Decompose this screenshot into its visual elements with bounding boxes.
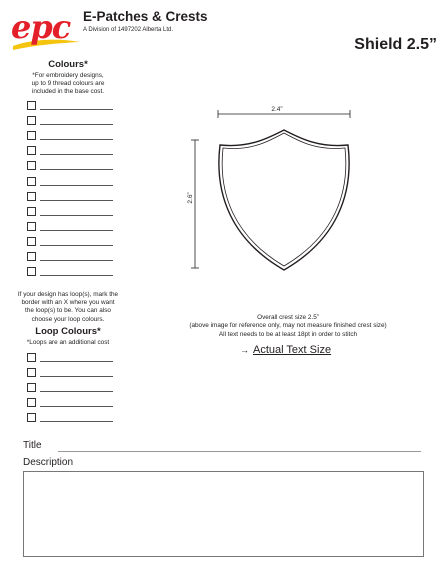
colours-note-line: included in the base cost.	[31, 88, 105, 95]
crest-info-line: (above image for reference only, may not measure finished crest size)	[189, 322, 387, 330]
title-label: Title	[23, 440, 42, 451]
colour-checkbox[interactable]	[27, 267, 36, 276]
colour-checklist-row	[27, 177, 113, 188]
loop-colours-heading: Loop Colours*	[35, 326, 101, 337]
colour-checklist-row	[27, 192, 113, 203]
crest-info	[170, 314, 406, 339]
colour-checkbox[interactable]	[27, 161, 36, 170]
colour-write-line[interactable]	[40, 376, 113, 377]
width-dimension	[218, 110, 350, 118]
colour-checklist-row	[27, 207, 113, 218]
colour-checklist-row	[27, 101, 113, 112]
crest-info-line: All text needs to be at least 18pt in order to stitch	[218, 330, 358, 338]
logo-text: epc	[11, 8, 71, 46]
arrow-right-icon: →	[240, 345, 249, 355]
loop-colours-note: *Loops are an additional cost	[26, 339, 110, 346]
colour-checklist-row	[27, 161, 113, 172]
loop-checklist-row	[27, 383, 113, 394]
document-title: Shield 2.5”	[354, 36, 437, 53]
shield-outline	[219, 130, 349, 270]
colour-write-line[interactable]	[40, 109, 113, 110]
actual-text-size-label: Actual Text Size	[253, 344, 332, 356]
loop-checklist-row	[27, 368, 113, 379]
company-name: E-Patches & Crests	[83, 9, 208, 24]
shield-inner-outline	[222, 133, 346, 266]
colour-checklist-row	[27, 146, 113, 157]
title-input-line[interactable]	[58, 451, 421, 452]
loop-instructions-line: border with an X where you want	[21, 299, 115, 307]
colour-write-line[interactable]	[40, 139, 113, 140]
description-label: Description	[23, 457, 74, 468]
colour-checkbox[interactable]	[27, 207, 36, 216]
loop-instructions	[12, 291, 124, 324]
colour-checkbox[interactable]	[27, 398, 36, 407]
colour-checklist-row	[27, 237, 113, 248]
crest-info-line: Overall crest size 2.5”	[257, 314, 319, 321]
colour-write-line[interactable]	[40, 275, 113, 276]
company-subtitle: A Division of 1497202 Alberta Ltd.	[83, 27, 174, 33]
colour-checkbox[interactable]	[27, 177, 36, 186]
epc-logo	[10, 6, 82, 54]
colour-write-line[interactable]	[40, 391, 113, 392]
colour-write-line[interactable]	[40, 154, 113, 155]
colour-checkbox[interactable]	[27, 101, 36, 110]
height-label: 2.6”	[187, 192, 194, 204]
shield-drawing	[180, 100, 370, 280]
colours-heading: Colours*	[48, 59, 88, 70]
actual-text-size	[240, 344, 331, 356]
colour-write-line[interactable]	[40, 169, 113, 170]
colour-write-line[interactable]	[40, 406, 113, 407]
colour-checklist-row	[27, 267, 113, 278]
colour-write-line[interactable]	[40, 361, 113, 362]
colour-checkbox[interactable]	[27, 237, 36, 246]
colour-checkbox[interactable]	[27, 353, 36, 362]
colour-write-line[interactable]	[40, 185, 113, 186]
colour-checkbox[interactable]	[27, 222, 36, 231]
colour-write-line[interactable]	[40, 245, 113, 246]
colour-checkbox[interactable]	[27, 116, 36, 125]
colours-note	[12, 72, 124, 96]
loop-checklist-row	[27, 398, 113, 409]
loop-instructions-line: the loop(s) to be. You can also	[25, 307, 111, 315]
colour-checkbox[interactable]	[27, 413, 36, 422]
colour-checkbox[interactable]	[27, 192, 36, 201]
colours-note-line: *For embroidery designs,	[32, 72, 104, 79]
colour-write-line[interactable]	[40, 260, 113, 261]
colour-write-line[interactable]	[40, 215, 113, 216]
width-label: 2.4”	[271, 106, 283, 113]
colour-write-line[interactable]	[40, 421, 113, 422]
colour-checkbox[interactable]	[27, 146, 36, 155]
colours-note-line: up to 9 thread colours are	[31, 80, 105, 87]
colour-write-line[interactable]	[40, 230, 113, 231]
colour-checklist-row	[27, 116, 113, 127]
colour-checkbox[interactable]	[27, 368, 36, 377]
colour-checkbox[interactable]	[27, 252, 36, 261]
colour-checklist-row	[27, 252, 113, 263]
loop-instructions-line: choose your loop colours.	[31, 315, 105, 323]
colour-write-line[interactable]	[40, 124, 113, 125]
colour-checkbox[interactable]	[27, 383, 36, 392]
colour-checklist-row	[27, 222, 113, 233]
loop-instructions-line: If your design has loop(s), mark the	[17, 291, 119, 298]
colour-checklist-row	[27, 131, 113, 142]
loop-checklist-row	[27, 353, 113, 364]
description-box[interactable]	[23, 471, 424, 557]
colour-checkbox[interactable]	[27, 131, 36, 140]
colour-write-line[interactable]	[40, 200, 113, 201]
loop-checklist-row	[27, 413, 113, 424]
